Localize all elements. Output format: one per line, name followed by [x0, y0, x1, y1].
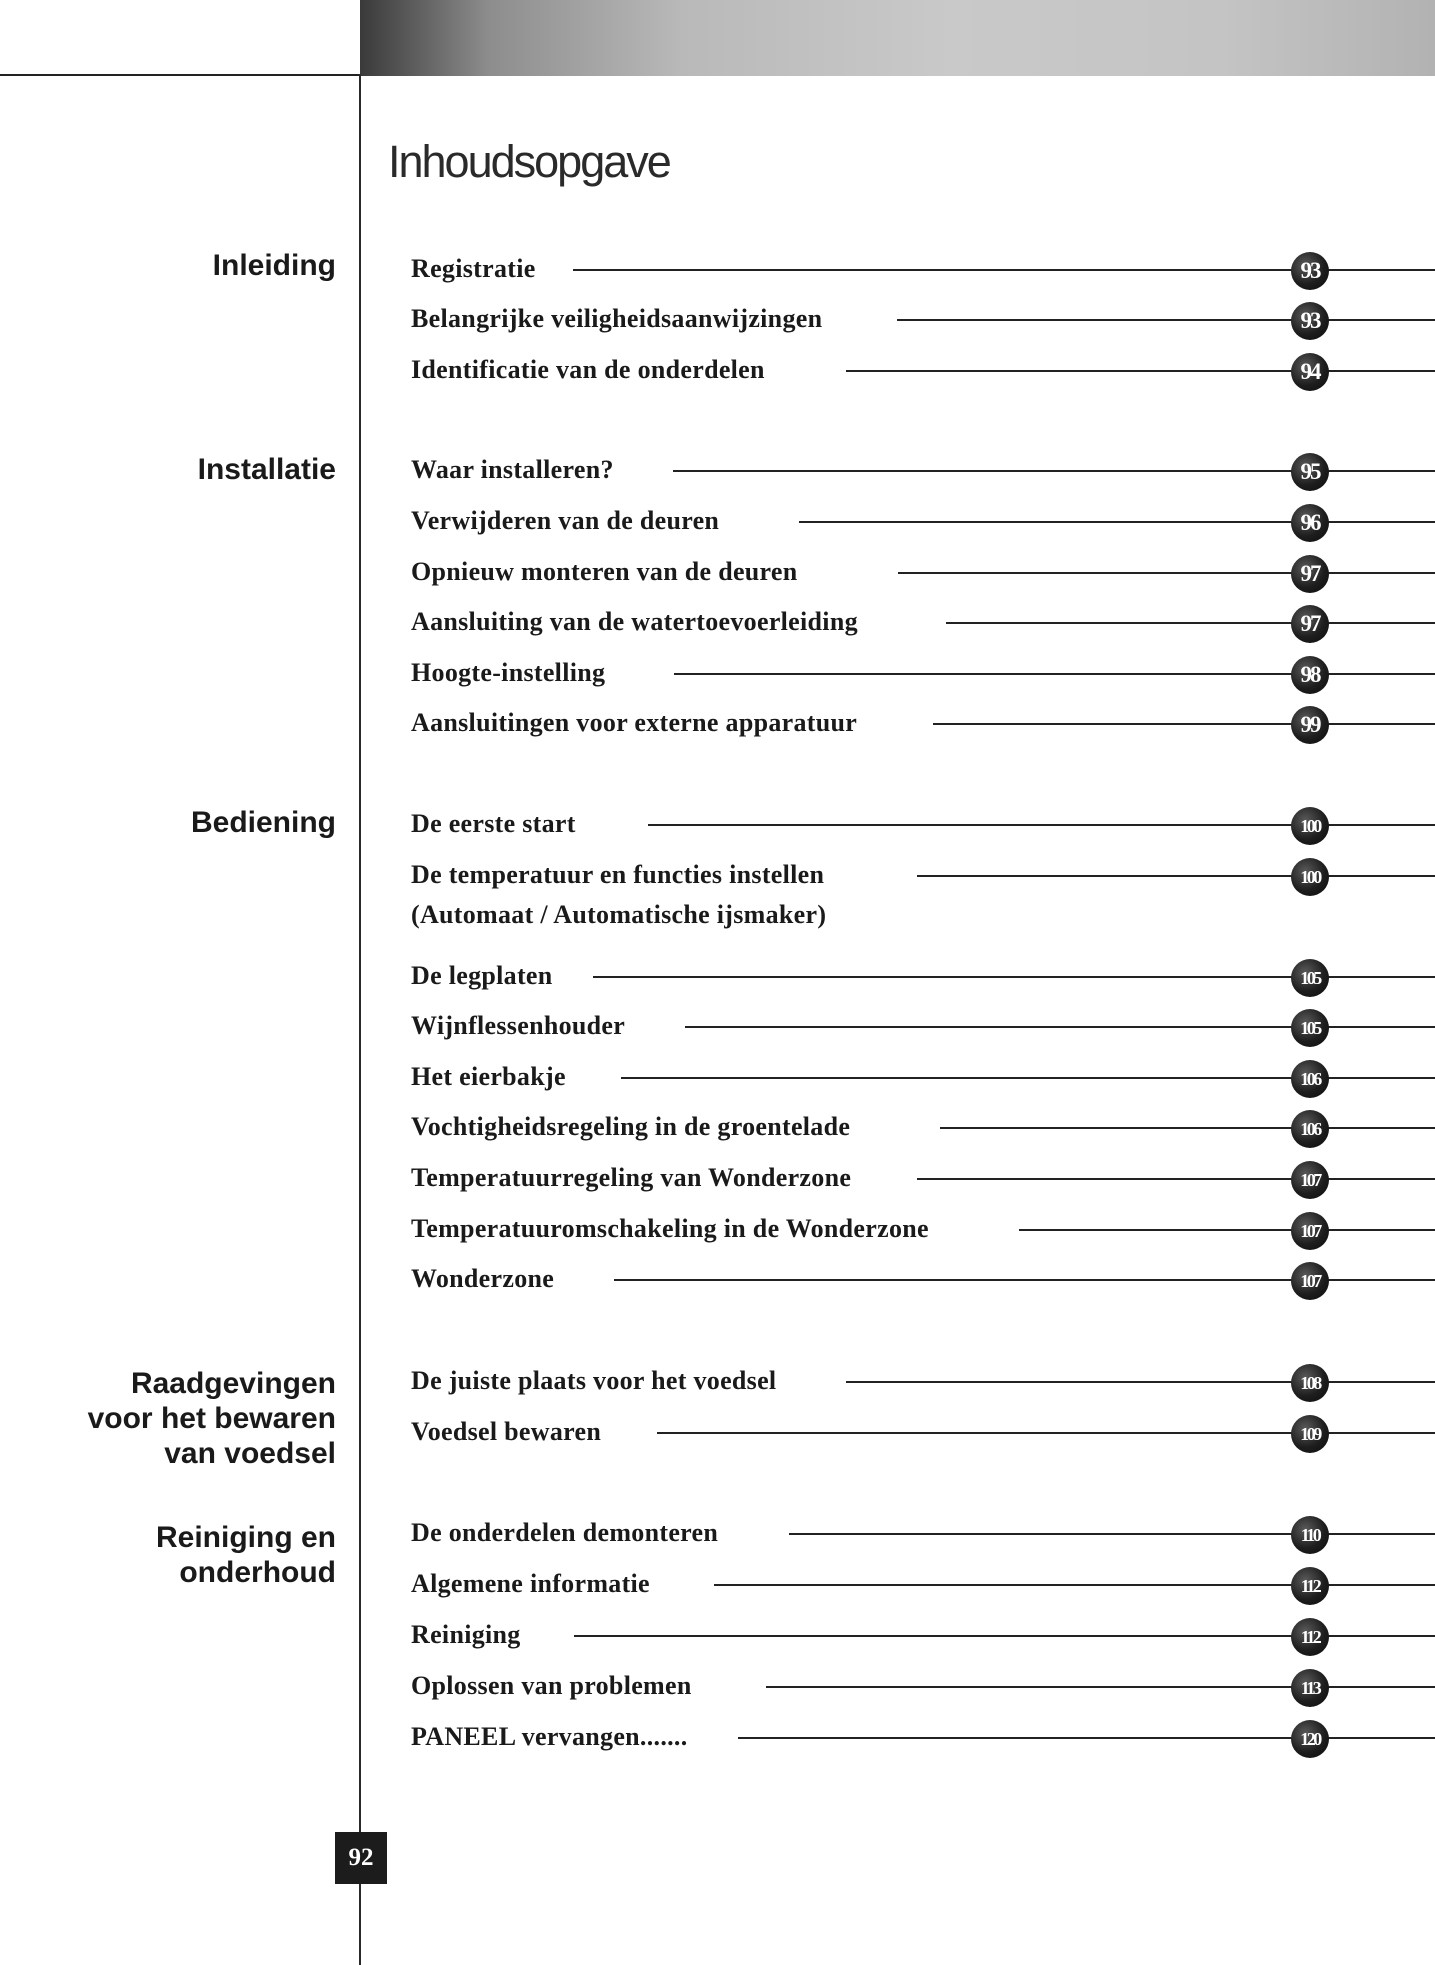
page-badge: 107	[1291, 1262, 1329, 1300]
toc-entry[interactable]	[411, 1722, 1435, 1752]
page-badge: 97	[1291, 605, 1329, 643]
toc-entry[interactable]	[411, 1062, 1435, 1092]
toc-entry[interactable]	[411, 1214, 1435, 1244]
leader-line	[898, 572, 1435, 574]
page-badge: 120	[1291, 1720, 1329, 1758]
toc-entry[interactable]	[411, 809, 1435, 839]
toc-entry[interactable]	[411, 961, 1435, 991]
page-badge: 112	[1291, 1567, 1329, 1605]
page-badge: 93	[1291, 302, 1329, 340]
toc-entry-label: De temperatuur en functies instellen	[411, 860, 825, 889]
leader-line	[917, 1178, 1435, 1180]
toc-entry-label: Hoogte-instelling	[411, 658, 606, 687]
section-title-inleiding	[213, 248, 336, 283]
leader-line	[1019, 1229, 1435, 1231]
leader-line	[766, 1686, 1435, 1688]
page-badge: 105	[1291, 1009, 1329, 1047]
leader-line	[846, 370, 1435, 372]
toc-entry[interactable]	[411, 557, 1435, 587]
toc-entry[interactable]	[411, 1163, 1435, 1193]
toc-entry[interactable]	[411, 1264, 1435, 1294]
section-title-line: Installatie	[197, 453, 336, 486]
toc-entry-label: Reiniging	[411, 1620, 521, 1649]
toc-entry-label: Belangrijke veiligheidsaanwijzingen	[411, 304, 823, 333]
toc-entry[interactable]	[411, 254, 1435, 284]
page-badge: 96	[1291, 504, 1329, 542]
page-badge: 109	[1291, 1415, 1329, 1453]
toc-entry-label: Aansluitingen voor externe apparatuur	[411, 708, 858, 737]
page-badge: 100	[1291, 858, 1329, 896]
page-badge: 112	[1291, 1618, 1329, 1656]
page-badge: 108	[1291, 1364, 1329, 1402]
page-badge: 110	[1291, 1516, 1329, 1554]
toc-entry[interactable]	[411, 455, 1435, 485]
toc-entry-label: Opnieuw monteren van de deuren	[411, 557, 798, 586]
section-title-installatie	[198, 452, 336, 487]
toc-entry-label: PANEEL vervangen.......	[411, 1722, 688, 1751]
toc-entry-label-continued: (Automaat / Automatische ijsmaker)	[411, 900, 827, 929]
toc-entry[interactable]	[411, 1011, 1435, 1041]
leader-line	[933, 723, 1435, 725]
section-title-line: Bediening	[190, 806, 336, 839]
toc-entry-label: Oplossen van problemen	[411, 1671, 692, 1700]
section-title-line: onderhoud	[179, 1556, 336, 1589]
page-number: 92	[335, 1832, 387, 1884]
leader-line	[897, 319, 1435, 321]
page-badge: 106	[1291, 1110, 1329, 1148]
page-badge: 107	[1291, 1161, 1329, 1199]
toc-entry[interactable]	[411, 355, 1435, 385]
page-badge: 106	[1291, 1060, 1329, 1098]
toc-entry[interactable]	[411, 860, 1435, 929]
leader-line	[946, 622, 1435, 624]
toc-entry-label: Registratie	[411, 254, 536, 283]
toc-entry[interactable]	[411, 1569, 1435, 1599]
toc-entry[interactable]	[411, 1366, 1435, 1396]
toc-entry[interactable]	[411, 1518, 1435, 1548]
toc-entry[interactable]	[411, 304, 1435, 334]
toc-entry[interactable]	[411, 658, 1435, 688]
section-title-reiniging	[156, 1520, 336, 1590]
toc-entry-label: De eerste start	[411, 809, 576, 838]
toc-entry-label: Verwijderen van de deuren	[411, 506, 720, 535]
toc-entry-label: Wijnflessenhouder	[411, 1011, 626, 1040]
page-badge: 93	[1291, 252, 1329, 290]
toc-entry-label: Wonderzone	[411, 1264, 555, 1293]
toc-entry-label: De juiste plaats voor het voedsel	[411, 1366, 777, 1395]
leader-line	[940, 1127, 1435, 1129]
section-title-line: Reiniging en	[156, 1521, 336, 1554]
section-title-line: van voedsel	[164, 1437, 336, 1470]
toc-entry-label: Voedsel bewaren	[411, 1417, 602, 1446]
toc-entry-label: Identificatie van de onderdelen	[411, 355, 765, 384]
page-badge: 100	[1291, 807, 1329, 845]
toc-entry-label: Temperatuurregeling van Wonderzone	[411, 1163, 852, 1192]
toc-entry-label: Aansluiting van de watertoevoerleiding	[411, 607, 858, 636]
toc-entry[interactable]	[411, 607, 1435, 637]
toc-entry[interactable]	[411, 1671, 1435, 1701]
toc-entry-label: Het eierbakje	[411, 1062, 566, 1091]
page-badge: 99	[1291, 706, 1329, 744]
toc-entry-label: Temperatuuromschakeling in de Wonderzone	[411, 1214, 929, 1243]
top-rule	[0, 74, 360, 76]
leader-line	[789, 1533, 1435, 1535]
section-title-raadgevingen	[88, 1366, 336, 1471]
section-title-line: Inleiding	[212, 249, 336, 282]
leader-line	[917, 875, 1435, 877]
toc-entry[interactable]	[411, 708, 1435, 738]
leader-line	[738, 1737, 1435, 1739]
vertical-divider	[359, 74, 361, 1965]
toc-entry[interactable]	[411, 1112, 1435, 1142]
toc-entry-label: Waar installeren?	[411, 455, 614, 484]
page-title: Inhoudsopgave	[388, 136, 670, 187]
page-badge: 94	[1291, 353, 1329, 391]
toc-entry[interactable]	[411, 1417, 1435, 1447]
section-title-bediening	[191, 805, 336, 840]
page-badge: 113	[1291, 1669, 1329, 1707]
page-badge: 107	[1291, 1212, 1329, 1250]
toc-entry-label: Algemene informatie	[411, 1569, 650, 1598]
toc-entry-label: De onderdelen demonteren	[411, 1518, 719, 1547]
section-title-line: Raadgevingen	[130, 1367, 336, 1400]
page-badge: 97	[1291, 555, 1329, 593]
header-band	[360, 0, 1435, 76]
section-title-line: voor het bewaren	[87, 1402, 336, 1435]
toc-entry[interactable]	[411, 1620, 1435, 1650]
toc-entry[interactable]	[411, 506, 1435, 536]
leader-line	[846, 1381, 1435, 1383]
toc-entry-label: Vochtigheidsregeling in de groentelade	[411, 1112, 851, 1141]
page-badge: 95	[1291, 453, 1329, 491]
toc-entry-label: De legplaten	[411, 961, 553, 990]
leader-line	[799, 521, 1435, 523]
page-badge: 105	[1291, 959, 1329, 997]
page-badge: 98	[1291, 656, 1329, 694]
